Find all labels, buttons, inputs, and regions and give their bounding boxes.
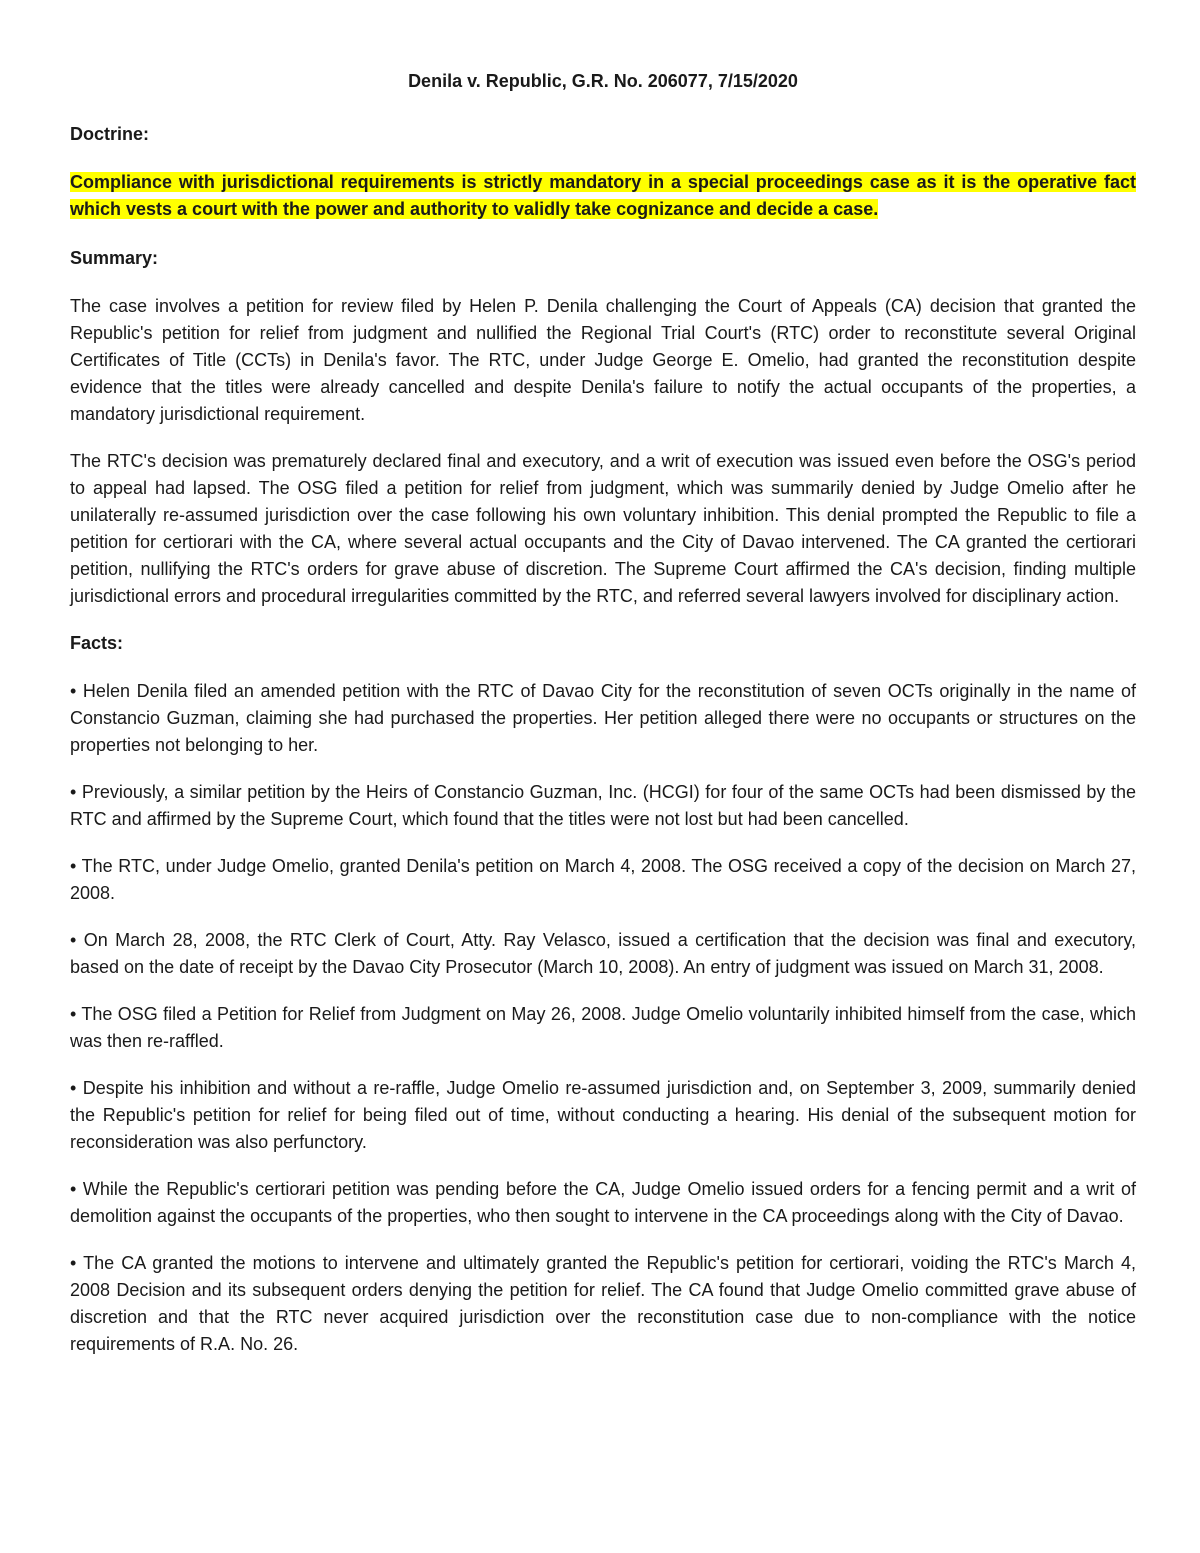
case-title: Denila v. Republic, G.R. No. 206077, 7/15/2020 [408, 71, 798, 91]
doctrine-text [70, 169, 1136, 223]
document-page [70, 68, 1136, 1378]
fact-item: • On March 28, 2008, the RTC Clerk of Court, Atty. Ray Velasco, issued a certification that the decision was final and executory, based on the date of receipt by the Davao City Prosecutor (March 10, 2008). An entry of judgment was issued on March 31, 2008. [70, 930, 1136, 977]
fact-item: • Previously, a similar petition by the Heirs of Constancio Guzman, Inc. (HCGI) for four of the same OCTs had been dismissed by the RTC and affirmed by the Supreme Court, which found that the titles were not lost but had been cancelled. [70, 782, 1136, 829]
fact-item: • The OSG filed a Petition for Relief from Judgment on May 26, 2008. Judge Omelio voluntarily inhibited himself from the case, which was then re-raffled. [70, 1004, 1136, 1051]
doctrine-highlight: Compliance with jurisdictional requirements is strictly mandatory in a special proceedings case as it is the operative fact which vests a court with the power and authority to validly take cognizance and decide a case. [70, 172, 1136, 219]
summary-heading: Summary: [70, 248, 159, 268]
fact-item: • Helen Denila filed an amended petition with the RTC of Davao City for the reconstitution of seven OCTs originally in the name of Constancio Guzman, claiming she had purchased the properties. Her petition alleged there were no occupants or structures on the properties not belonging to her. [70, 681, 1136, 755]
summary-paragraph: The RTC's decision was prematurely declared final and executory, and a writ of execution was issued even before the OSG's period to appeal had lapsed. The OSG filed a petition for relief from judgment, which was summarily denied by Judge Omelio after he unilaterally re-assumed jurisdiction over the case following his own voluntary inhibition. This denial prompted the Republic to file a petition for certiorari with the CA, where several actual occupants and the City of Davao intervened. The CA granted the certiorari petition, nullifying the RTC's orders for grave abuse of discretion. The Supreme Court affirmed the CA's decision, finding multiple jurisdictional errors and procedural irregularities committed by the RTC, and referred several lawyers involved for disciplinary action. [70, 451, 1136, 606]
fact-item: • Despite his inhibition and without a re-raffle, Judge Omelio re-assumed jurisdiction and, on September 3, 2009, summarily denied the Republic's petition for relief for being filed out of time, without conducting a hearing. His denial of the subsequent motion for reconsideration was also perfunctory. [70, 1078, 1136, 1152]
doctrine-heading: Doctrine: [70, 124, 150, 144]
facts-heading: Facts: [70, 633, 124, 653]
fact-item: • The RTC, under Judge Omelio, granted Denila's petition on March 4, 2008. The OSG received a copy of the decision on March 27, 2008. [70, 856, 1136, 903]
summary-paragraph: The case involves a petition for review filed by Helen P. Denila challenging the Court of Appeals (CA) decision that granted the Republic's petition for relief from judgment and nullified the Regional Trial Court's (RTC) order to reconstitute several Original Certificates of Title (CCTs) in Denila's favor. The RTC, under Judge George E. Omelio, had granted the reconstitution despite evidence that the titles were already cancelled and despite Denila's failure to notify the actual occupants of the properties, a mandatory jurisdictional requirement. [70, 296, 1136, 424]
fact-item: • The CA granted the motions to intervene and ultimately granted the Republic's petition for certiorari, voiding the RTC's March 4, 2008 Decision and its subsequent orders denying the petition for relief. The CA found that Judge Omelio committed grave abuse of discretion and that the RTC never acquired jurisdiction over the reconstitution case due to non-compliance with the notice requirements of R.A. No. 26. [70, 1253, 1136, 1354]
fact-item: • While the Republic's certiorari petition was pending before the CA, Judge Omelio issued orders for a fencing permit and a writ of demolition against the occupants of the properties, who then sought to intervene in the CA proceedings along with the City of Davao. [70, 1179, 1136, 1226]
